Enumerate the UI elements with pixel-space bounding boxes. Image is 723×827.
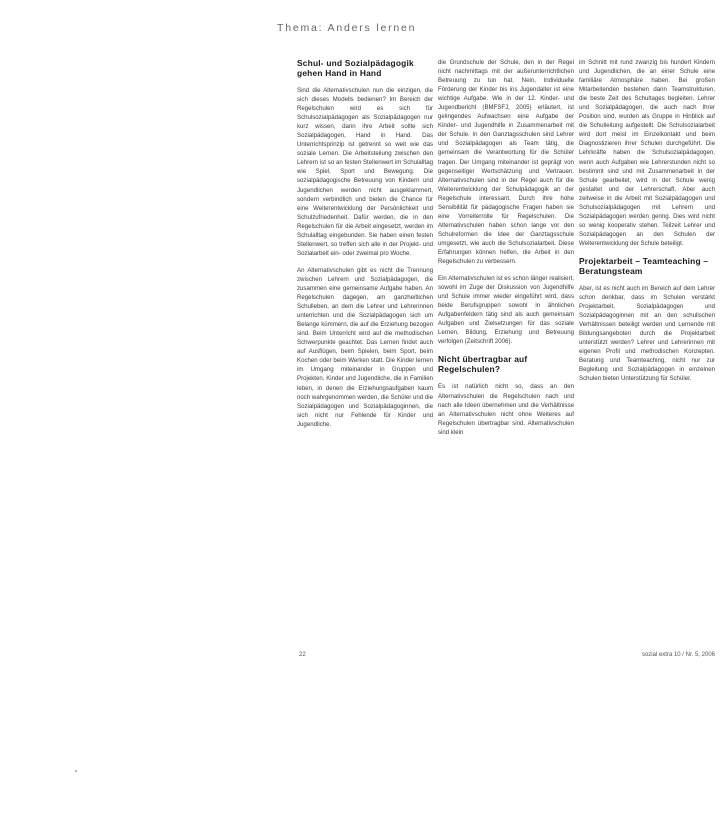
article-column-3: [579, 58, 715, 392]
paragraph: die Grundschule der Schule, den in der Regel nicht nachmittags mit der außerunterrichtlichen Betreuung zu tun hat. Nein, Individuelle Förderung der Kinder bis ins Jugendalter ist eine wichtige Aufgabe. Wie in der 12. Kinder- und Jugendbericht (BMFSFJ, 2005) erläutert, ist gelingendes Aufwachsen eine Aufgabe der Kinder- und Jugendhilfe in Zusammenarbeit mit der Schule. In den Ganztagsschulen sind Lehrer und Sozialpädagogen als Team tätig, die gemeinsam die Verantwortung für die Schüler tragen. Der Umgang miteinander ist geprägt von gegenseitiger Wertschätzung und Vertrauen. Alternativschulen sind in der Regel auch für die Weiterentwicklung der Schulpädagogik an der Regelschule interessant. Durch ihre hohe Sensibilität für pädagogische Fragen haben sie eine Vorreiterrolle für Regelschulen. Die Alternativschulen haben schon lange vor den Schulreformen die Idee der Ganztagsschule umgesetzt, wie auch die Schulsozialarbeit. Diese Erfahrungen können helfen, die Arbeit in den Regelschulen zu verbessern.: [438, 59, 574, 266]
paragraph: Es ist natürlich nicht so, dass an den Alternativschulen die Regelschulen nach und nach alle Ideen übernehmen und die Verhältnisse an Alternativschulen nicht ohne Weiteres auf Regelschulen übertragbar sind. Alternativschulen sind klein: [438, 383, 574, 436]
page-header-title: Thema: Anders lernen: [277, 22, 417, 34]
paragraph: Aber, ist es nicht auch im Bereich auf dem Lehrer schon denkbar, dass im Schulen verstärkt Projektarbeit, Sozialpädagogen und Sozialpädagoginnen mit an den schulischen Verhältnissen beteiligt werden und Lernende mit Bildungsangeboten durch die Projektarbeit unterstützt werden? Lehrer und Lehrerinnen mit eigenen Profil und methodischen Konzepten. Beratung und Teamteaching, nicht nur zur Begleitung und Sozialpädagogen in einzelnen Schulen bieten Unterstützung für Schüler.: [579, 284, 715, 383]
scan-speck: [75, 770, 77, 772]
page-number: 22: [299, 652, 306, 658]
article-column-2: [438, 58, 574, 445]
section-heading: Schul- und Sozialpädagogik gehen Hand in Hand: [297, 58, 414, 78]
paragraph: Ein Alternativschulen ist es schon länger realisiert, sowohl im Zuge der Diskussion von Jugendhilfe und Schule immer wieder eingeführt wird, dass beide Berufsgruppen sowohl in ähnlichen Aufgabenfeldern tätig sind als auch gemeinsam Aufgaben und Zielsetzungen für das soziale Lernen, Bildung, Erziehung und Betreuung verfolgen (Zeitschrift 2006).: [438, 275, 574, 346]
paragraph: Sind die Alternativschulen nun die einzigen, die sich dieses Modells bedienen? Im Bereich der Regelschulen wird es sich für Schulsozialpädagogen als Sozialpädagogen nur kurz wissen, dann ihre Arbeit sollte sich Sozialpädagogen, Hand in Hand. Das Unterrichtsprinzip ist getrennt so weit wie das soziale Lernen. Die Arbeitsteilung zwischen den Lehrern ist so an festen Stellenwert im Schulalltag wie Spiel, Sport und Bewegung. Die sozialpädagogische Betreuung von Kindern und Jugendlichen werden nicht ausgeklammert, sondern verbindlich und bieten die Chance für eine Weiterentwicklung der Persönlichkeit und Schulzufriedenheit. Dafür werden, die in den Regelschulen für die Arbeit eingesetzt, werden im Schulalltag eingebunden. Sie haben einen festen Stellenwert, so treffen sich alle in der Projekt- und Sozialarbeit ein- oder zweimal pro Woche.: [297, 87, 433, 257]
article-column-1: [297, 58, 433, 437]
paragraph: An Alternativschulen gibt es nicht die Trennung zwischen Lehrern und Sozialpädagogen, die zusammen eine gemeinsame Aufgabe haben. An Regelschulen dagegen, am ganzheitlichen Schulleben, an dem die Lehrer und Lehrerinnen unterrichten und die Sozialpädagogen sich um Belange kümmern, die auf die Erziehung bezogen sind. Beim Unterricht wird auf die methodischen Schwerpunkte geachtet. Das Lernen findet auch auf Ausflügen, beim Spielen, beim Sport, beim Kochen oder beim Werken statt. Die Kinder lernen im Umgang miteinander in Gruppen und Projekten. Kinder und Jugendliche, die in Familien leben, in denen die Erziehungsaufgaben kaum noch wahrgenommen werden, die Schüler und die Sozialpädagogen und Sozialpädagoginnen, die sich nicht nur Fehlende für Kinder und Jugendliche.: [297, 266, 433, 428]
paragraph: im Schnitt mit rund zwanzig bis hundert Kindern und Jugendlichen, die an einer Schule eine familiäre Atmosphäre haben. Bei großen Mitarbeitenden bestehen dann Teamstrukturen, die beste Zeit des Schultages begleiten. Lehrer und Sozialpädagogen, die auch nach Ihrer Position sind, wurden als Gruppe in Hinblick auf die Schulleitung aufgestellt. Die Schulsozialarbeit wird dort meist im Einzelkontakt und beim Diagnostizieren ihrer Schulen durchgeführt. Die Lehrkräfte haben die Schulsozialpädagogen, wenn auch Aufgaben wie Lehrerstunden nicht so bestimmt sind und mit Zusammenarbeit in der Schule gearbeitet, wird in der Schule wenig gestaltet und der Lehrerschaft. Aber auch zeitweise in die Arbeit mit Sozialpädagogen und Schulsozialpädagogen mit Lehrern und Sozialpädagogen werden gering. Dies wird nicht so wenig kooperativ stehen. Teilzeit Lehrer und Sozialpädagogen an den Schulen der Weiterentwicklung der Schule beteiligt.: [579, 59, 715, 247]
magazine-footer: sozial extra 10 / Nr. 5, 2006: [641, 652, 715, 658]
section-subheading: Nicht übertragbar auf Regelschulen?: [438, 354, 528, 375]
section-subheading: Projektarbeit – Teamteaching – Beratungsteam: [579, 255, 709, 276]
